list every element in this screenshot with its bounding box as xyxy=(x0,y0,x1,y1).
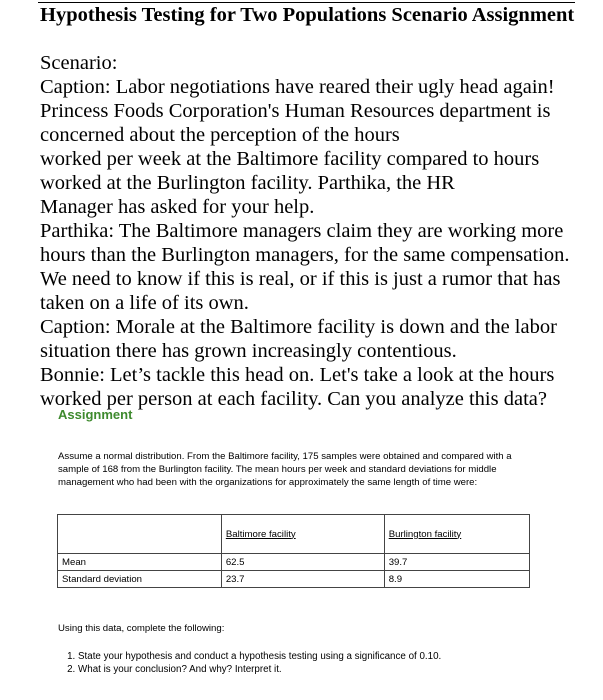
task-item: 1. State your hypothesis and conduct a hypothesis testing using a significance of 0.10. xyxy=(78,650,578,663)
baltimore-header-label: Baltimore facility xyxy=(225,528,296,540)
scenario-line: Manager has asked for your help. xyxy=(40,196,315,218)
assignment-intro: Assume a normal distribution. From the Baltimore facility, 175 samples were obtained and compared with a sample of 168 from the Burlington facility. The mean hours per week and standard deviations for middle management who had been with the organizations for approximately the same length of time were: xyxy=(58,451,512,488)
scenario-line: Caption: Morale at the Baltimore facility is down and the labor xyxy=(40,316,557,338)
baltimore-value: 23.7 xyxy=(221,571,384,588)
table-row xyxy=(58,554,530,571)
table-header-row xyxy=(58,515,530,554)
table-row xyxy=(58,571,530,588)
row-label: Mean xyxy=(58,554,222,571)
scenario-line: hours than the Burlington managers, for the same compensation. xyxy=(40,244,570,266)
table-header-empty xyxy=(58,515,222,554)
scenario-line: worked per person at each facility. Can you analyze this data? xyxy=(40,388,547,410)
scenario-line: worked at the Burlington facility. Parthika, the HR xyxy=(40,172,455,194)
burlington-header-label: Burlington facility xyxy=(388,528,462,540)
scenario-line: Parthika: The Baltimore managers claim they are working more xyxy=(40,220,564,242)
scenario-line: Caption: Labor negotiations have reared their ugly head again! xyxy=(40,76,555,98)
burlington-value: 8.9 xyxy=(384,571,529,588)
scenario-line: taken on a life of its own. xyxy=(40,292,249,314)
scenario-line: concerned about the perception of the hours xyxy=(40,124,400,146)
scenario-line: Bonnie: Let’s tackle this head on. Let's take a look at the hours xyxy=(40,364,555,386)
task-item: 2. What is your conclusion? And why? Interpret it. xyxy=(78,663,578,676)
table-header-baltimore xyxy=(221,515,384,554)
task-list xyxy=(56,650,578,676)
instructions-text: Using this data, complete the following: xyxy=(58,623,225,634)
assignment-heading: Assignment xyxy=(58,407,133,422)
scenario-line: situation there has grown increasingly contentious. xyxy=(40,340,457,362)
row-label: Standard deviation xyxy=(58,571,222,588)
page-title: Hypothesis Testing for Two Populations Scenario Assignment xyxy=(40,4,575,26)
scenario-label: Scenario: xyxy=(40,52,118,74)
burlington-value: 39.7 xyxy=(384,554,529,571)
table-header-burlington xyxy=(384,515,529,554)
baltimore-value: 62.5 xyxy=(221,554,384,571)
data-table xyxy=(57,514,530,588)
scenario-line: Princess Foods Corporation's Human Resources department is xyxy=(40,100,551,122)
scenario-line: We need to know if this is real, or if this is just a rumor that has xyxy=(40,268,561,290)
scenario-line: worked per week at the Baltimore facility compared to hours xyxy=(40,148,540,170)
